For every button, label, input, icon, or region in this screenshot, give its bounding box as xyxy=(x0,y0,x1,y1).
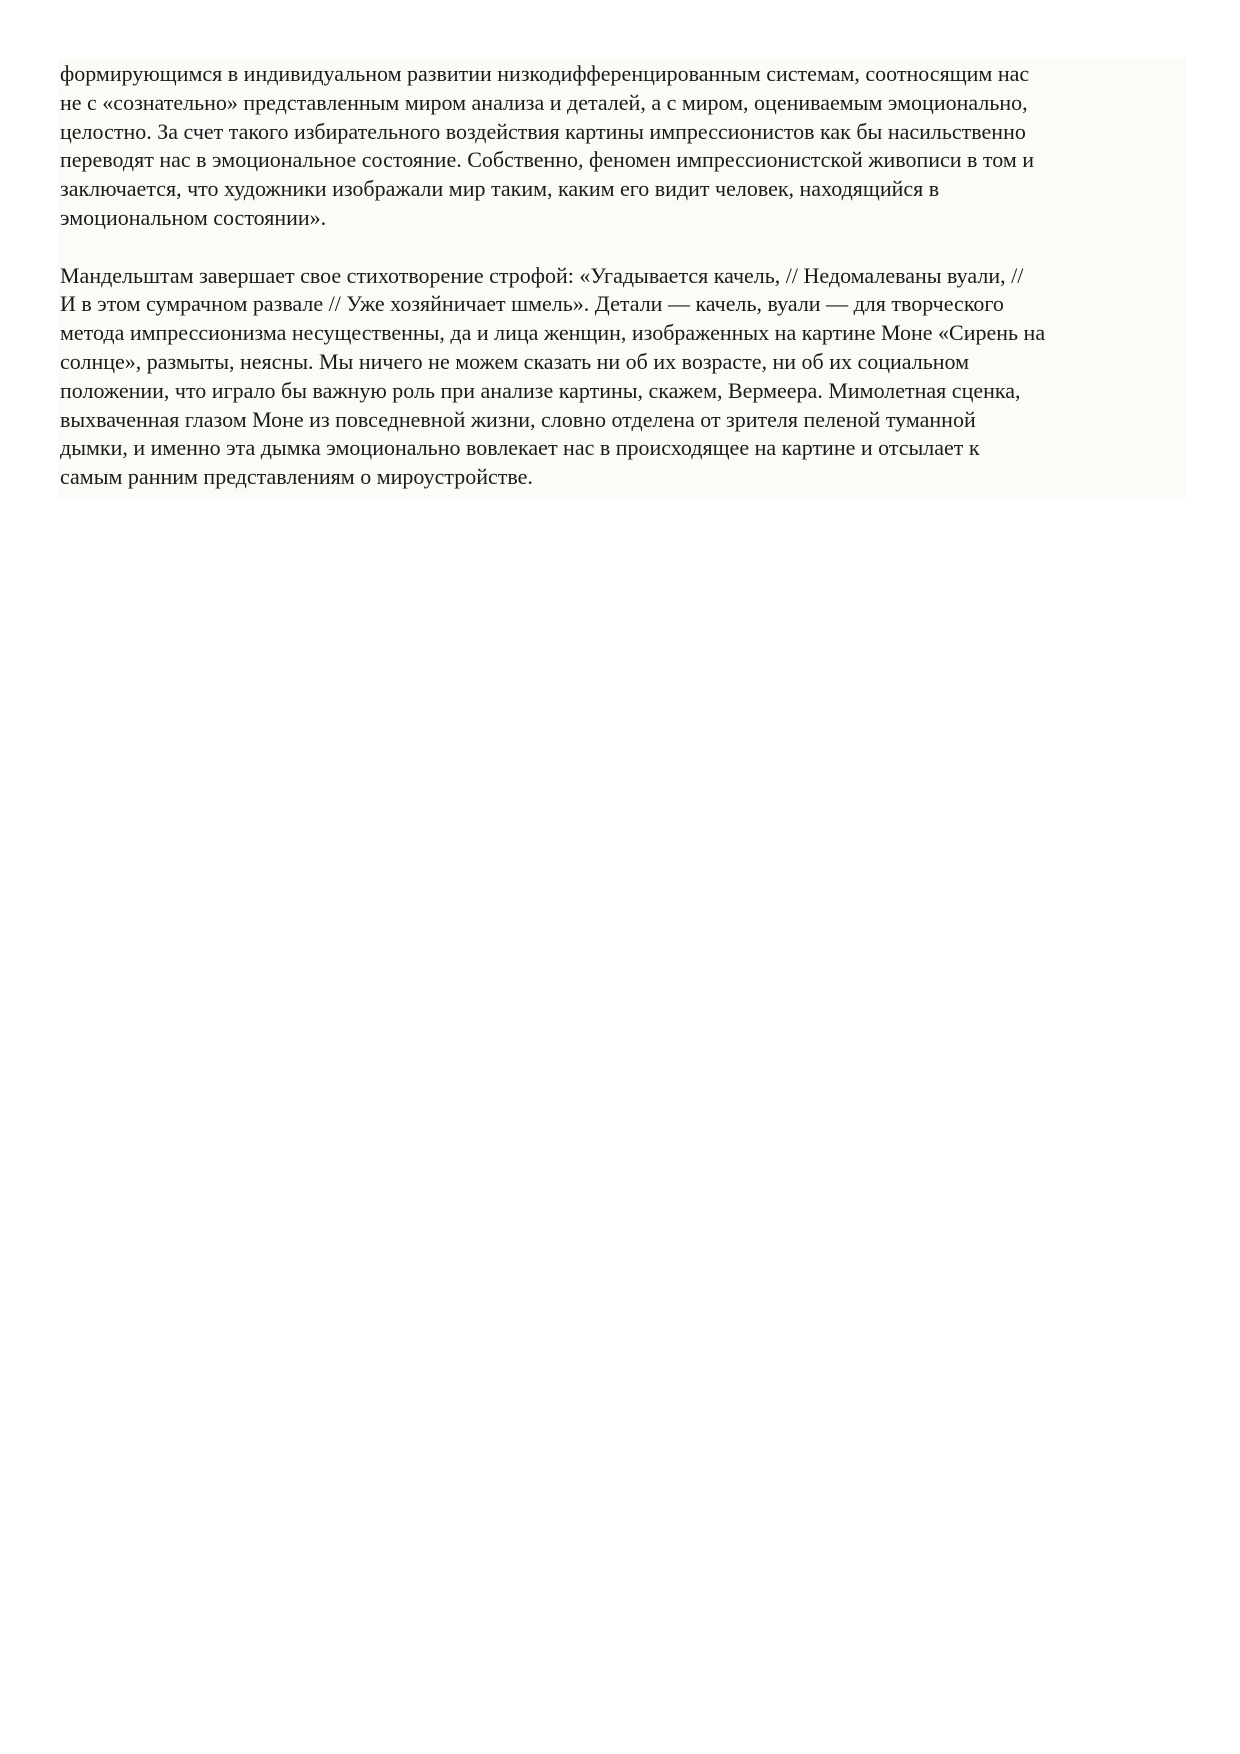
text-line: Мандельштам завершает свое стихотворение строфой: «Угадывается качель, // Недомалеваны вуали, // xyxy=(60,262,1024,288)
text-line: переводят нас в эмоциональное состояние. Собственно, феномен импрессионистской живописи в том и xyxy=(60,147,1035,173)
text-line: целостно. За счет такого избирательного воздействия картины импрессионистов как бы насильственно xyxy=(60,118,1026,144)
text-line: метода импрессионизма несущественны, да и лица женщин, изображенных на картине Моне «Сирень на xyxy=(60,320,1046,346)
text-line: не с «сознательно» представленным миром анализа и деталей, а с миром, оцениваемым эмоционально, xyxy=(60,89,1028,115)
text-line: И в этом сумрачном развале // Уже хозяйничает шмель». Детали — качель, вуали — для творческого xyxy=(60,291,1004,317)
paragraph-2 xyxy=(60,262,1182,492)
paragraph-1 xyxy=(60,60,1182,233)
text-line: эмоциональном состоянии». xyxy=(60,204,327,230)
text-line: заключается, что художники изображали мир таким, каким его видит человек, находящийся в xyxy=(60,176,940,202)
text-line: самым ранним представлениям о мироустройстве. xyxy=(60,464,533,490)
text-line: выхваченная глазом Моне из повседневной жизни, словно отделена от зрителя пеленой туманной xyxy=(60,406,976,432)
text-line: солнце», размыты, неясны. Мы ничего не можем сказать ни об их возрасте, ни об их социальном xyxy=(60,348,970,374)
text-line: положении, что играло бы важную роль при анализе картины, скажем, Вермеера. Мимолетная сценка, xyxy=(60,377,1021,403)
text-line: формирующимся в индивидуальном развитии низкодифференцированным системам, соотносящим нас xyxy=(60,61,1030,86)
text-line: дымки, и именно эта дымка эмоционально вовлекает нас в происходящее на картине и отсылает к xyxy=(60,435,980,461)
paragraph-spacer xyxy=(60,233,1182,262)
document-text-block xyxy=(58,58,1186,498)
